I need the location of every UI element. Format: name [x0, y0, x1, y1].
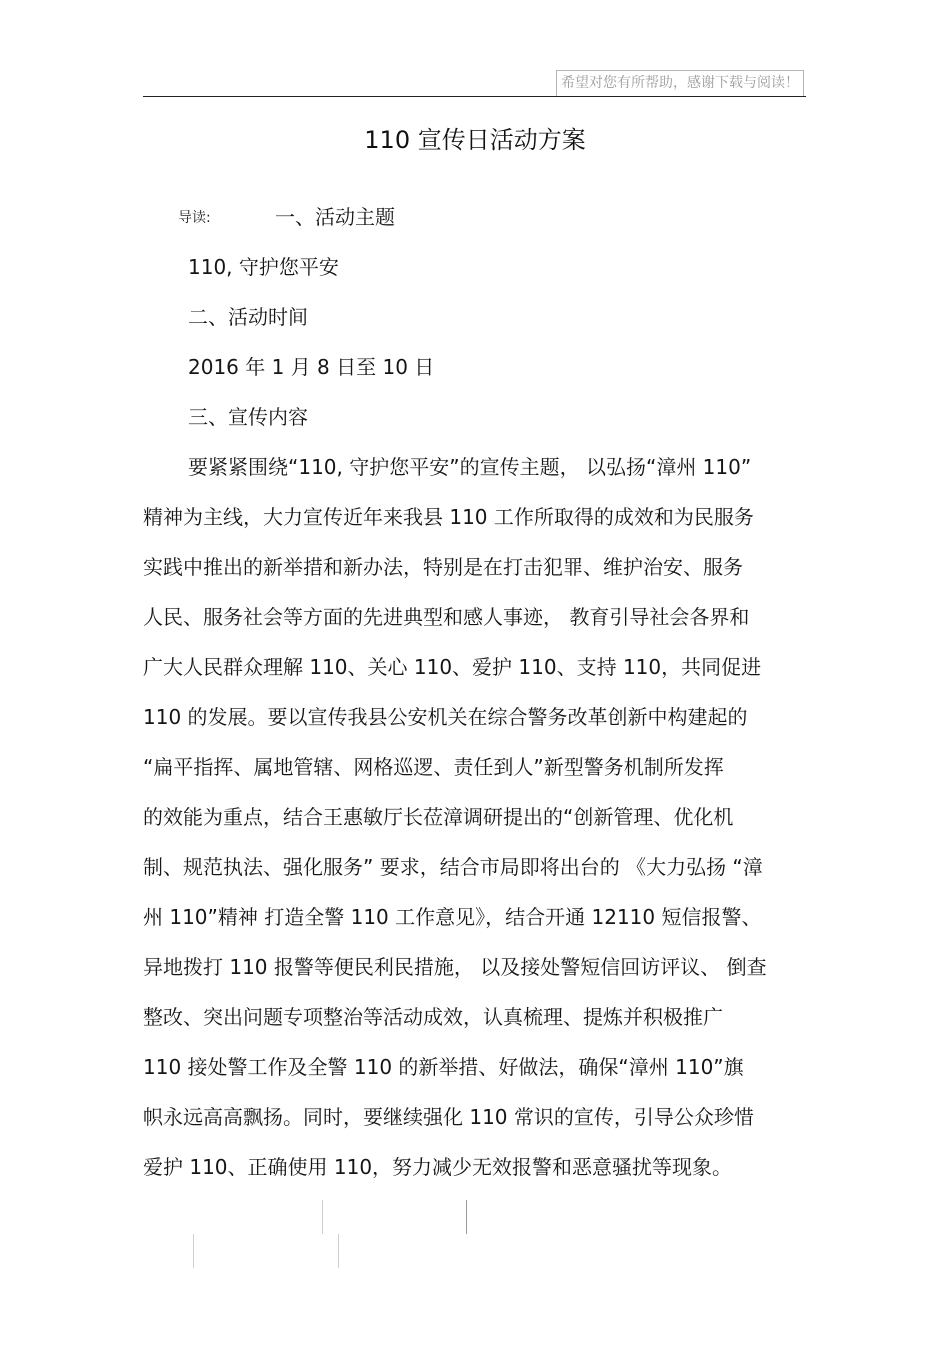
body-line: 帜永远高高飘扬。同时，要继续强化 110 常识的宣传，引导公众珍惜	[143, 1105, 754, 1129]
body-line: 人民、服务社会等方面的先进典型和感人事迹， 教育引导社会各界和	[143, 605, 750, 629]
body-line: 110 的发展。要以宣传我县公安机关在综合警务改革创新中构建起的	[143, 705, 748, 729]
time-text: 2016 年 1 月 8 日至 10 日	[188, 355, 435, 379]
scan-artifact-line	[466, 1200, 467, 1234]
scan-artifact-line	[193, 1234, 194, 1268]
body-line: 爱护 110、正确使用 110，努力减少无效报警和恶意骚扰等现象。	[143, 1155, 733, 1179]
scan-artifact-line	[338, 1234, 339, 1268]
scan-artifact-line	[322, 1200, 323, 1234]
header-note: 希望对您有所帮助，感谢下载与阅读！	[556, 70, 804, 97]
body-line: 制、规范执法、强化服务” 要求，结合市局即将出台的 《大力弘扬 “漳	[143, 855, 763, 879]
section-heading-theme: 一、活动主题	[275, 205, 395, 229]
body-line: 精神为主线，大力宣传近年来我县 110 工作所取得的成效和为民服务	[143, 505, 754, 529]
body-line: 110 接处警工作及全警 110 的新举措、好做法，确保“漳州 110”旗	[143, 1055, 744, 1079]
daodu-label: 导读:	[178, 210, 211, 226]
body-line: 广大人民群众理解 110、关心 110、爱护 110、支持 110，共同促进	[143, 655, 762, 679]
body-line: 整改、突出问题专项整治等活动成效，认真梳理、提炼并积极推广	[143, 1005, 723, 1029]
page-title: 110 宣传日活动方案	[364, 126, 586, 154]
header-divider	[143, 96, 806, 97]
body-line: 州 110”精神 打造全警 110 工作意见》，结合开通 12110 短信报警、	[143, 905, 762, 929]
body-line: 的效能为重点，结合王惠敏厅长莅漳调研提出的“创新管理、优化机	[143, 805, 734, 829]
theme-text: 110, 守护您平安	[188, 255, 339, 279]
section-heading-time: 二、活动时间	[188, 305, 308, 329]
body-line: 要紧紧围绕“110, 守护您平安”的宣传主题， 以弘扬“漳州 110”	[188, 455, 752, 479]
section-heading-content: 三、宣传内容	[188, 405, 308, 429]
body-line: 实践中推出的新举措和新办法，特别是在打击犯罪、维护治安、服务	[143, 555, 743, 579]
body-line: “扁平指挥、属地管辖、网格巡逻、责任到人”新型警务机制所发挥	[143, 755, 724, 779]
body-line: 异地拨打 110 报警等便民利民措施， 以及接处警短信回访评议、 倒查	[143, 955, 767, 979]
